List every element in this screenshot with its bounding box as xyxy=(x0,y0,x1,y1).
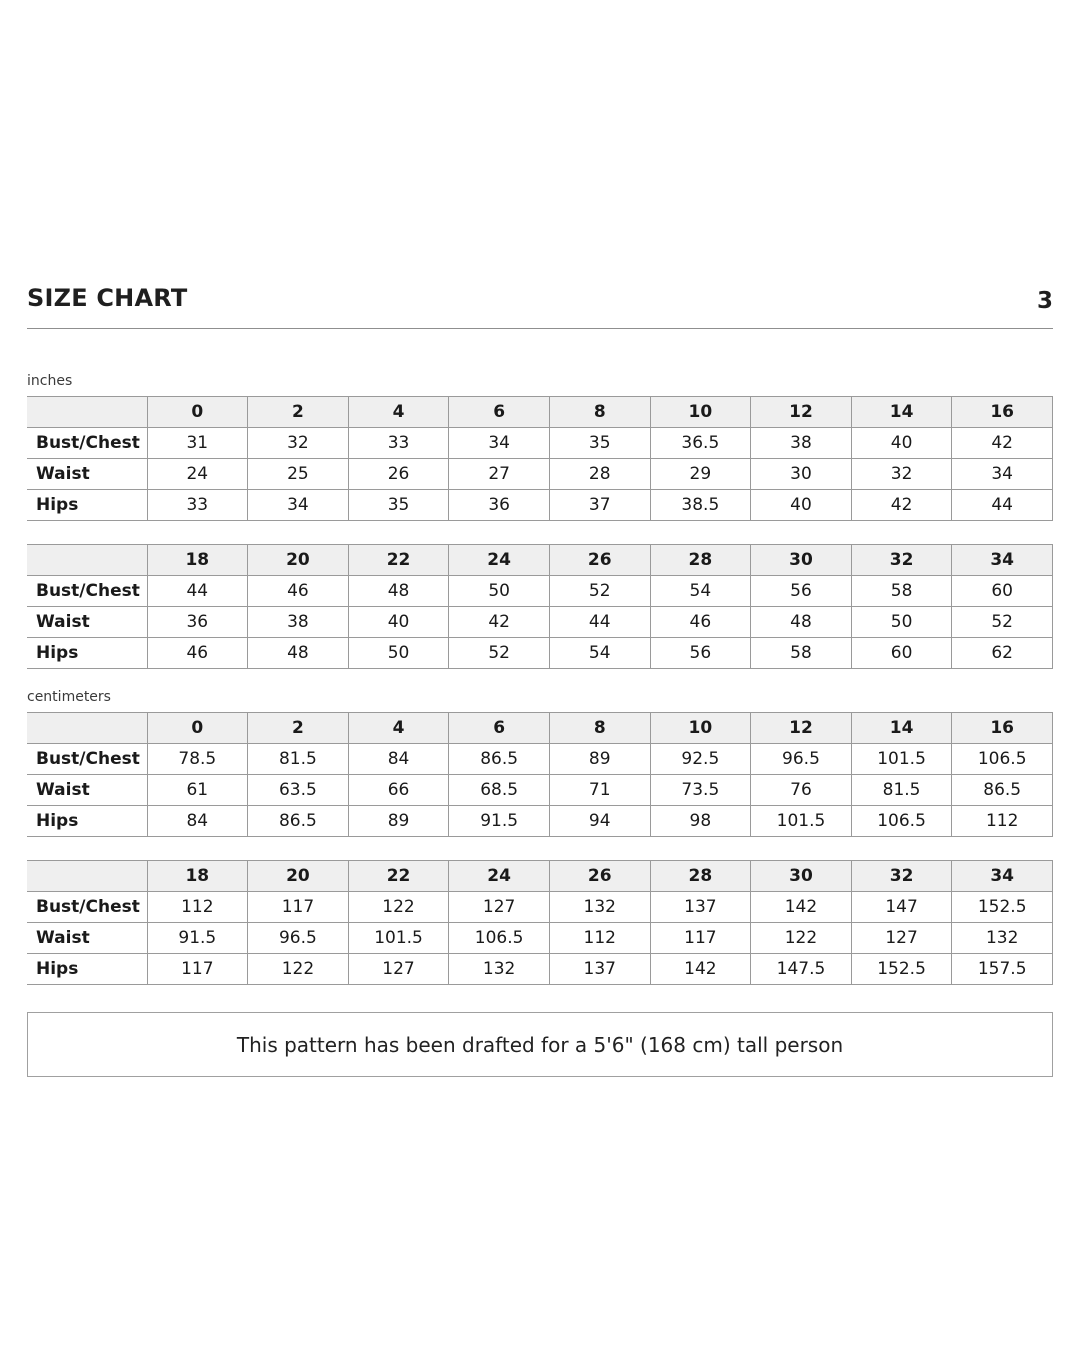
table-row xyxy=(27,775,1053,806)
size-header: 26 xyxy=(549,861,650,892)
measurement-value: 132 xyxy=(549,892,650,923)
measurement-value: 52 xyxy=(549,576,650,607)
measurement-label: Waist xyxy=(27,607,147,638)
corner-cell xyxy=(27,713,147,744)
corner-cell xyxy=(27,397,147,428)
size-header: 4 xyxy=(348,713,449,744)
measurement-value: 34 xyxy=(248,490,349,521)
measurement-value: 89 xyxy=(549,744,650,775)
centimeters-label: centimeters xyxy=(27,689,111,705)
measurement-value: 54 xyxy=(549,638,650,669)
measurement-value: 91.5 xyxy=(147,923,248,954)
page-number: 3 xyxy=(1036,288,1053,314)
size-header: 20 xyxy=(248,545,349,576)
measurement-value: 127 xyxy=(851,923,952,954)
measurement-value: 50 xyxy=(851,607,952,638)
measurement-value: 58 xyxy=(851,576,952,607)
measurement-value: 34 xyxy=(449,428,550,459)
size-header: 2 xyxy=(248,397,349,428)
measurement-label: Bust/Chest xyxy=(27,892,147,923)
header-row xyxy=(27,397,1053,428)
measurement-value: 34 xyxy=(952,459,1053,490)
measurement-value: 42 xyxy=(952,428,1053,459)
measurement-value: 86.5 xyxy=(449,744,550,775)
measurement-value: 106.5 xyxy=(851,806,952,837)
measurement-value: 117 xyxy=(147,954,248,985)
size-header: 16 xyxy=(952,397,1053,428)
size-header: 30 xyxy=(751,861,852,892)
size-header: 12 xyxy=(751,397,852,428)
measurement-value: 81.5 xyxy=(248,744,349,775)
measurement-value: 127 xyxy=(348,954,449,985)
measurement-value: 122 xyxy=(348,892,449,923)
size-header: 32 xyxy=(851,861,952,892)
size-header: 12 xyxy=(751,713,852,744)
table-row xyxy=(27,459,1053,490)
measurement-value: 46 xyxy=(248,576,349,607)
size-header: 18 xyxy=(147,545,248,576)
centimeters-table-1 xyxy=(27,712,1053,837)
measurement-value: 96.5 xyxy=(751,744,852,775)
table-row xyxy=(27,576,1053,607)
measurement-value: 36 xyxy=(147,607,248,638)
measurement-value: 54 xyxy=(650,576,751,607)
table-row xyxy=(27,428,1053,459)
size-header: 0 xyxy=(147,397,248,428)
page-header xyxy=(27,284,1053,329)
size-header: 6 xyxy=(449,397,550,428)
size-header: 14 xyxy=(851,713,952,744)
measurement-value: 122 xyxy=(751,923,852,954)
table-row xyxy=(27,744,1053,775)
measurement-value: 73.5 xyxy=(650,775,751,806)
size-header: 18 xyxy=(147,861,248,892)
measurement-label: Bust/Chest xyxy=(27,744,147,775)
size-header: 14 xyxy=(851,397,952,428)
measurement-value: 147 xyxy=(851,892,952,923)
measurement-value: 92.5 xyxy=(650,744,751,775)
measurement-value: 101.5 xyxy=(348,923,449,954)
measurement-value: 84 xyxy=(147,806,248,837)
measurement-value: 142 xyxy=(650,954,751,985)
measurement-value: 35 xyxy=(549,428,650,459)
measurement-value: 127 xyxy=(449,892,550,923)
header-row xyxy=(27,713,1053,744)
size-header: 8 xyxy=(549,713,650,744)
table-row xyxy=(27,954,1053,985)
height-note-text: This pattern has been drafted for a 5'6" (168 cm) tall person xyxy=(236,1032,844,1057)
measurement-value: 157.5 xyxy=(952,954,1053,985)
measurement-value: 26 xyxy=(348,459,449,490)
measurement-value: 96.5 xyxy=(248,923,349,954)
inches-table-1 xyxy=(27,396,1053,521)
measurement-value: 36 xyxy=(449,490,550,521)
measurement-label: Bust/Chest xyxy=(27,576,147,607)
size-header: 26 xyxy=(549,545,650,576)
measurement-value: 112 xyxy=(952,806,1053,837)
corner-cell xyxy=(27,545,147,576)
size-header: 8 xyxy=(549,397,650,428)
table-row xyxy=(27,892,1053,923)
measurement-value: 56 xyxy=(751,576,852,607)
measurement-value: 31 xyxy=(147,428,248,459)
measurement-value: 58 xyxy=(751,638,852,669)
measurement-value: 101.5 xyxy=(751,806,852,837)
measurement-value: 48 xyxy=(348,576,449,607)
measurement-value: 84 xyxy=(348,744,449,775)
measurement-value: 68.5 xyxy=(449,775,550,806)
measurement-value: 38.5 xyxy=(650,490,751,521)
measurement-value: 86.5 xyxy=(248,806,349,837)
measurement-value: 137 xyxy=(549,954,650,985)
measurement-value: 32 xyxy=(851,459,952,490)
size-header: 10 xyxy=(650,397,751,428)
measurement-label: Waist xyxy=(27,459,147,490)
measurement-label: Hips xyxy=(27,638,147,669)
table-row xyxy=(27,806,1053,837)
measurement-label: Hips xyxy=(27,806,147,837)
measurement-value: 66 xyxy=(348,775,449,806)
size-header: 22 xyxy=(348,861,449,892)
measurement-value: 152.5 xyxy=(952,892,1053,923)
measurement-value: 44 xyxy=(549,607,650,638)
measurement-value: 106.5 xyxy=(449,923,550,954)
measurement-label: Waist xyxy=(27,775,147,806)
size-header: 2 xyxy=(248,713,349,744)
measurement-value: 71 xyxy=(549,775,650,806)
measurement-value: 60 xyxy=(851,638,952,669)
measurement-value: 76 xyxy=(751,775,852,806)
measurement-value: 132 xyxy=(952,923,1053,954)
size-header: 22 xyxy=(348,545,449,576)
measurement-value: 132 xyxy=(449,954,550,985)
measurement-label: Hips xyxy=(27,954,147,985)
measurement-value: 48 xyxy=(248,638,349,669)
measurement-value: 29 xyxy=(650,459,751,490)
measurement-value: 52 xyxy=(952,607,1053,638)
size-header: 34 xyxy=(952,545,1053,576)
measurement-value: 40 xyxy=(348,607,449,638)
measurement-value: 38 xyxy=(751,428,852,459)
measurement-value: 78.5 xyxy=(147,744,248,775)
measurement-value: 142 xyxy=(751,892,852,923)
measurement-value: 86.5 xyxy=(952,775,1053,806)
measurement-value: 147.5 xyxy=(751,954,852,985)
size-header: 32 xyxy=(851,545,952,576)
measurement-value: 50 xyxy=(449,576,550,607)
measurement-value: 25 xyxy=(248,459,349,490)
measurement-value: 61 xyxy=(147,775,248,806)
measurement-value: 33 xyxy=(147,490,248,521)
measurement-value: 50 xyxy=(348,638,449,669)
size-header: 28 xyxy=(650,861,751,892)
measurement-value: 117 xyxy=(650,923,751,954)
measurement-value: 89 xyxy=(348,806,449,837)
measurement-value: 40 xyxy=(751,490,852,521)
measurement-value: 44 xyxy=(147,576,248,607)
size-header: 28 xyxy=(650,545,751,576)
table-row xyxy=(27,490,1053,521)
size-header: 10 xyxy=(650,713,751,744)
measurement-value: 117 xyxy=(248,892,349,923)
centimeters-table-2 xyxy=(27,860,1053,985)
measurement-value: 60 xyxy=(952,576,1053,607)
measurement-value: 63.5 xyxy=(248,775,349,806)
measurement-value: 81.5 xyxy=(851,775,952,806)
size-header: 24 xyxy=(449,861,550,892)
inches-label: inches xyxy=(27,373,73,389)
size-header: 16 xyxy=(952,713,1053,744)
measurement-label: Waist xyxy=(27,923,147,954)
measurement-value: 37 xyxy=(549,490,650,521)
table-row xyxy=(27,638,1053,669)
measurement-value: 40 xyxy=(851,428,952,459)
measurement-value: 62 xyxy=(952,638,1053,669)
measurement-value: 91.5 xyxy=(449,806,550,837)
page-title: SIZE CHART xyxy=(27,284,188,312)
measurement-value: 46 xyxy=(650,607,751,638)
size-header: 6 xyxy=(449,713,550,744)
measurement-label: Bust/Chest xyxy=(27,428,147,459)
header-row xyxy=(27,545,1053,576)
size-header: 24 xyxy=(449,545,550,576)
measurement-value: 32 xyxy=(248,428,349,459)
table-row xyxy=(27,923,1053,954)
size-header: 4 xyxy=(348,397,449,428)
measurement-value: 28 xyxy=(549,459,650,490)
measurement-value: 46 xyxy=(147,638,248,669)
measurement-value: 24 xyxy=(147,459,248,490)
measurement-value: 36.5 xyxy=(650,428,751,459)
measurement-value: 30 xyxy=(751,459,852,490)
measurement-value: 44 xyxy=(952,490,1053,521)
measurement-value: 101.5 xyxy=(851,744,952,775)
measurement-value: 42 xyxy=(851,490,952,521)
measurement-value: 35 xyxy=(348,490,449,521)
measurement-value: 42 xyxy=(449,607,550,638)
size-header: 30 xyxy=(751,545,852,576)
measurement-value: 48 xyxy=(751,607,852,638)
measurement-value: 98 xyxy=(650,806,751,837)
measurement-value: 52 xyxy=(449,638,550,669)
measurement-value: 27 xyxy=(449,459,550,490)
table-row xyxy=(27,607,1053,638)
corner-cell xyxy=(27,861,147,892)
size-header: 20 xyxy=(248,861,349,892)
size-header: 0 xyxy=(147,713,248,744)
size-header: 34 xyxy=(952,861,1053,892)
measurement-value: 94 xyxy=(549,806,650,837)
inches-table-2 xyxy=(27,544,1053,669)
measurement-value: 106.5 xyxy=(952,744,1053,775)
measurement-value: 56 xyxy=(650,638,751,669)
measurement-label: Hips xyxy=(27,490,147,521)
measurement-value: 112 xyxy=(549,923,650,954)
header-row xyxy=(27,861,1053,892)
measurement-value: 33 xyxy=(348,428,449,459)
measurement-value: 122 xyxy=(248,954,349,985)
measurement-value: 137 xyxy=(650,892,751,923)
height-note xyxy=(27,1012,1053,1077)
measurement-value: 152.5 xyxy=(851,954,952,985)
measurement-value: 112 xyxy=(147,892,248,923)
measurement-value: 38 xyxy=(248,607,349,638)
